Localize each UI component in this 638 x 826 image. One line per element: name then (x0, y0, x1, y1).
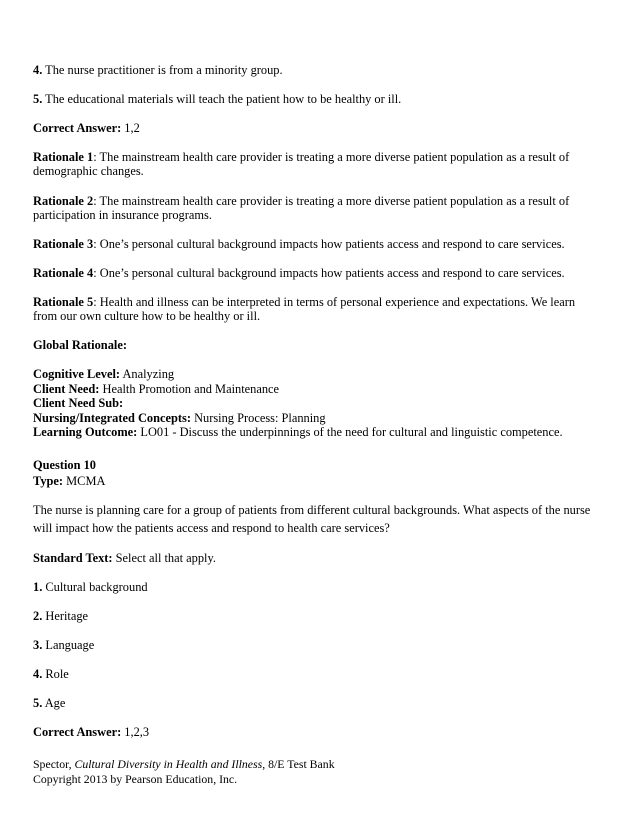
rationale-label: Rationale 1 (33, 150, 94, 164)
option-5 (33, 696, 65, 711)
meta-value: Nursing Process: Planning (190, 411, 326, 425)
rationale-5-cont: from our own culture how to be healthy or ill. (33, 309, 261, 323)
option-text: Language (42, 638, 95, 652)
rationale-label: Rationale 5 (33, 295, 94, 309)
type-label: Type: (33, 474, 64, 488)
standard-text-label: Standard Text: (33, 551, 113, 565)
question-stem: The nurse is planning care for a group of patients from different cultural backgrounds. What aspects of the nurse (33, 503, 591, 517)
rationale-text: : Health and illness can be interpreted in terms of personal experience and expectations. We learn (93, 295, 576, 309)
option-text: The nurse practitioner is from a minority group. (42, 63, 283, 77)
client-need-sub: Client Need Sub: (33, 396, 124, 410)
meta-label: Learning Outcome: (33, 425, 138, 439)
option-number: 5. (33, 92, 43, 106)
rationale-2-cont: participation in insurance programs. (33, 208, 212, 222)
option-number: 3. (33, 638, 43, 652)
rationale-3 (33, 237, 565, 252)
option-number: 4. (33, 667, 43, 681)
footer-suffix: , 8/E Test Bank (262, 757, 335, 771)
correct-answer-prev (33, 121, 140, 136)
meta-label: Nursing/Integrated Concepts: (33, 411, 191, 425)
correct-answer-label: Correct Answer: (33, 725, 122, 739)
option-3 (33, 638, 94, 653)
rationale-label: Rationale 4 (33, 266, 94, 280)
rationale-label: Rationale 2 (33, 194, 94, 208)
rationale-label: Rationale 3 (33, 237, 94, 251)
footer-book-title: Cultural Diversity in Health and Illness (74, 757, 263, 771)
footer-copyright: Copyright 2013 by Pearson Education, Inc. (33, 772, 238, 786)
question-type (33, 474, 105, 489)
option-number: 5. (33, 696, 43, 710)
global-rationale-heading: Global Rationale: (33, 338, 127, 352)
question-title: Question 10 (33, 458, 96, 472)
nursing-concepts (33, 411, 326, 426)
rationale-text: : The mainstream health care provider is treating a more diverse patient population as a result of (93, 194, 570, 208)
option-4-prev (33, 63, 283, 78)
meta-value: Health Promotion and Maintenance (99, 382, 280, 396)
standard-text (33, 551, 216, 566)
option-text: The educational materials will teach the patient how to be healthy or ill. (42, 92, 402, 106)
rationale-text: : The mainstream health care provider is treating a more diverse patient population as a result of (93, 150, 570, 164)
question-stem-cont: will impact how the patients access and respond to health care services? (33, 521, 390, 535)
rationale-1 (33, 150, 569, 165)
cognitive-level (33, 367, 174, 382)
meta-value: Analyzing (120, 367, 175, 381)
option-2 (33, 609, 88, 624)
correct-answer-label: Correct Answer: (33, 121, 122, 135)
option-text: Cultural background (42, 580, 148, 594)
meta-value: LO01 - Discuss the underpinnings of the need for cultural and linguistic competence. (137, 425, 563, 439)
rationale-4 (33, 266, 565, 281)
meta-label: Client Need: (33, 382, 100, 396)
type-value: MCMA (63, 474, 106, 488)
option-1 (33, 580, 148, 595)
option-text: Heritage (42, 609, 89, 623)
option-5-prev (33, 92, 401, 107)
rationale-2 (33, 194, 569, 209)
learning-outcome (33, 425, 563, 440)
correct-answer-value: 1,2 (121, 121, 140, 135)
option-4 (33, 667, 69, 682)
option-text: Age (42, 696, 66, 710)
rationale-text: : One’s personal cultural background impacts how patients access and respond to care services. (93, 266, 565, 280)
option-text: Role (42, 667, 69, 681)
rationale-1-cont: demographic changes. (33, 164, 144, 178)
footer-citation (33, 757, 335, 772)
footer-prefix: Spector, (33, 757, 75, 771)
option-number: 1. (33, 580, 43, 594)
correct-answer-value: 1,2,3 (121, 725, 150, 739)
client-need (33, 382, 279, 397)
meta-label: Cognitive Level: (33, 367, 121, 381)
rationale-5 (33, 295, 575, 310)
correct-answer (33, 725, 149, 740)
option-number: 4. (33, 63, 43, 77)
option-number: 2. (33, 609, 43, 623)
standard-text-value: Select all that apply. (112, 551, 216, 565)
rationale-text: : One’s personal cultural background impacts how patients access and respond to care services. (93, 237, 565, 251)
